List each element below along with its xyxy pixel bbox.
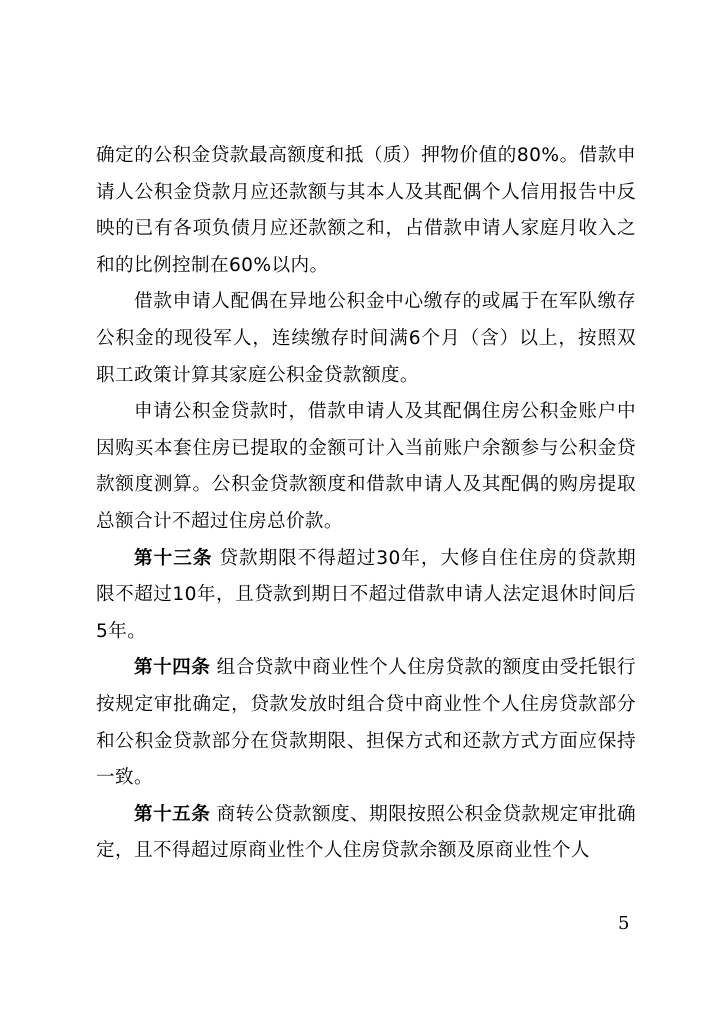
paragraph-text: 借款申请人配偶在异地公积金中心缴存的或属于在军队缴存公积金的现役军人，连续缴存时间满6个月（含）以上，按照双职工政策计算其家庭公积金贷款额度。	[96, 291, 636, 386]
article-text: 商转公贷款额度、期限按照公积金贷款规定审批确定，且不得超过原商业性个人住房贷款余额及原商业性个人	[96, 803, 636, 862]
article-text: 组合贷款中商业性个人住房贷款的额度由受托银行按规定审批确定，贷款发放时组合贷中商业性个人住房贷款部分和公积金贷款部分在贷款期限、担保方式和还款方式方面应保持一致。	[96, 657, 636, 789]
paragraph-1	[96, 138, 636, 284]
paragraph-text: 确定的公积金贷款最高额度和抵（质）押物价值的80%。借款申请人公积金贷款月应还款额与其本人及其配偶个人信用报告中反映的已有各项负债月应还款额之和，占借款申请人家庭月收入之和的比例控制在60%以内。	[96, 145, 636, 276]
article-14	[96, 650, 636, 796]
document-body	[96, 138, 636, 870]
paragraph-3	[96, 394, 636, 540]
article-number: 第十三条	[134, 547, 213, 569]
paragraph-text: 申请公积金贷款时，借款申请人及其配偶住房公积金账户中因购买本套住房已提取的金额可计入当前账户余额参与公积金贷款额度测算。公积金贷款额度和借款申请人及其配偶的购房提取总额合计不超过住房总价款。	[96, 401, 636, 532]
article-text: 贷款期限不得超过30年，大修自住住房的贷款期限不超过10年，且贷款到期日不超过借款申请人法定退休时间后5年。	[96, 547, 636, 642]
article-number: 第十四条	[134, 657, 211, 679]
page-number: 5	[618, 913, 630, 934]
article-number: 第十五条	[134, 803, 211, 825]
article-13	[96, 541, 636, 651]
article-15	[96, 797, 636, 870]
paragraph-2	[96, 284, 636, 394]
